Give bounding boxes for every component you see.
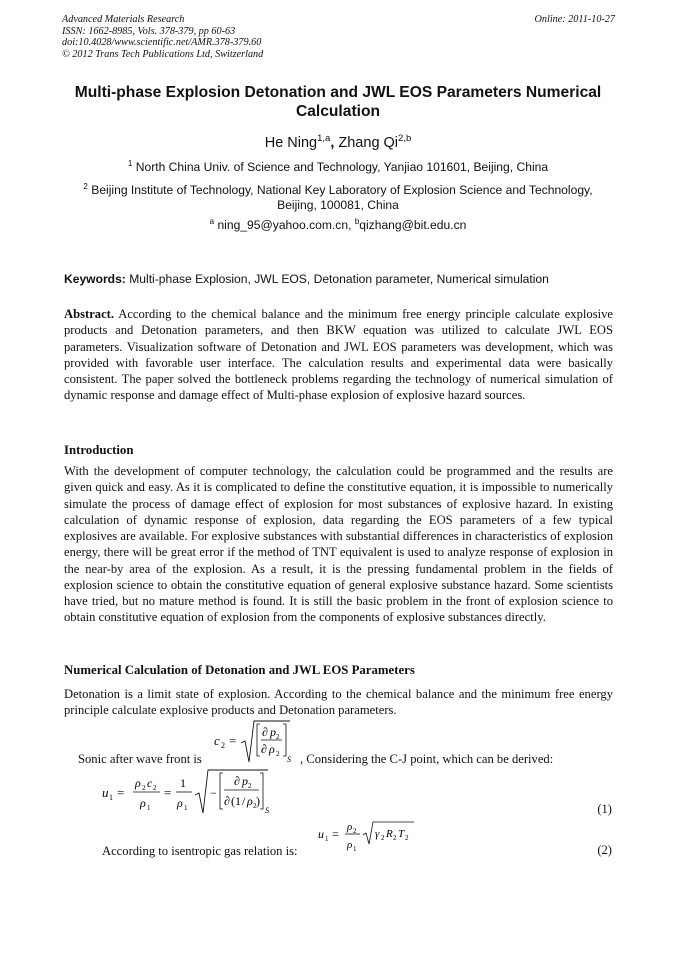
- author-list: [62, 130, 614, 152]
- journal-issn: ISSN: 1662-8985, Vols. 378-379, pp 60-63: [62, 25, 236, 37]
- eq2-R-sub: 2: [393, 834, 397, 842]
- eq2-equals: =: [332, 827, 339, 841]
- affiliation-2-line-2: Beijing, 100081, China: [277, 198, 399, 213]
- email-line: [62, 214, 614, 233]
- sonic-text: Sonic after wave front is: [78, 752, 202, 766]
- keywords-text: Multi-phase Explosion, JWL EOS, Detonation parameter, Numerical simulation: [129, 272, 549, 286]
- author-1-name: He Ning: [264, 134, 318, 151]
- u-symbol: u: [102, 785, 109, 800]
- journal-name: Advanced Materials Research: [62, 14, 185, 25]
- abstract-text: According to the chemical balance and the minimum free energy principle calculate explosive products and Detonation parameters, and then BKW equation was utilized to calculate JWL EOS parameters. Visualization software of Detonation and JWL EOS parameters was development, which was provided with favorable user interface. The calculation results and experimental data were basically consistent. The paper solved the bottleneck problems regarding the technology of numerical simulation of dynamic response and damage effect of Multi-phase explosion of explosive hazard sources.: [64, 307, 613, 403]
- eq1-p: p: [242, 774, 248, 788]
- eq1-right-bracket: [260, 773, 263, 809]
- author-1-sup: 1,a: [317, 133, 331, 144]
- keywords-label: Keywords:: [64, 272, 126, 286]
- eq1-p-sub: 2: [248, 782, 252, 790]
- partial-numerator: ∂: [262, 725, 268, 739]
- eq1-slash: /: [242, 794, 246, 808]
- affiliation-1: [62, 156, 614, 175]
- eq-c-sub: 2: [221, 741, 225, 750]
- introduction-text: With the development of computer technology, the calculation could be programmed and the results are given quick and easy. As it is complicated to define the constitutive equation, it is impossible to numerically simulate the process of damage effect of explosion for most substances of explosive hazard. In existing calculation of dynamic response of explosion, data regarding the EOS parameters of a few typical explosives are available. For explosive substances with substantial differences in characteristics of explosion energy, there will be great error if the method of TNT equivalent is used to analyze response of explosion in the near-by area of the explosion. As a result, it is the pressing fundamental problem in the fields of explosion science to obtain the constitutive equation of general explosive substance hazard. Some scientists have tried, but no mature method is found. It is still the basic problem in the front of explosion science to obtain constitutive equation of explosion from the components of explosive substances directly.: [64, 464, 613, 625]
- email-a-sup: a: [209, 217, 215, 226]
- eq2-u-sub: 1: [325, 835, 329, 843]
- rho1-den-2: ρ: [177, 796, 183, 810]
- journal-copyright: © 2012 Trans Tech Publications Ltd, Switzerland: [62, 48, 264, 60]
- eq2-gamma-sub: 2: [381, 834, 385, 842]
- eq2-rho1-sub: 1: [353, 845, 357, 853]
- eq2-u: u: [318, 827, 324, 841]
- title-line-1: Multi-phase Explosion Detonation and JWL EOS Parameters Numerical: [74, 84, 602, 101]
- email-a[interactable]: ning_95@yahoo.com.cn,: [217, 218, 352, 233]
- equation-2-number: (2): [597, 843, 612, 857]
- affiliation-1-number: 1: [127, 159, 133, 168]
- equation-1-number: (1): [597, 802, 612, 816]
- equation-1: [100, 767, 300, 819]
- eq2-rho1: ρ: [347, 839, 353, 851]
- rho2-num: ρ: [135, 776, 141, 790]
- eq2-T: T: [398, 828, 405, 840]
- introduction-heading: Introduction: [64, 443, 134, 457]
- eq1-paren-close: ): [256, 794, 260, 808]
- c2-num: c: [147, 776, 153, 790]
- rho-sub: 2: [276, 750, 280, 758]
- paper-title: [62, 83, 614, 121]
- email-b[interactable]: qizhang@bit.edu.cn: [359, 218, 467, 233]
- affiliation-1-text: North China Univ. of Science and Technology, Yanjiao 101601, Beijing, China: [135, 160, 549, 175]
- affiliation-2: [62, 179, 614, 213]
- c2-num-sub: 2: [153, 784, 157, 792]
- equation-2: [316, 818, 426, 858]
- eq1-one-den: 1: [235, 794, 241, 808]
- keywords: [64, 272, 549, 287]
- eq2-T-sub: 2: [405, 834, 409, 842]
- u-sub: 1: [109, 793, 113, 802]
- rho1-den-2-sub: 1: [184, 804, 188, 812]
- sonic-speed-equation: [212, 718, 302, 768]
- abstract-label: Abstract.: [64, 307, 115, 321]
- author-2-sup: 2,b: [398, 133, 412, 144]
- eq2-gamma: γ: [375, 828, 380, 840]
- partial-denominator: ∂: [261, 742, 267, 756]
- affiliation-2-number: 2: [83, 182, 88, 191]
- isentropic-text: According to isentropic gas relation is:: [102, 844, 298, 858]
- rho2-num-sub: 2: [142, 784, 146, 792]
- eq2-rho2: ρ: [347, 821, 353, 833]
- eq1-equals-2: =: [164, 785, 172, 800]
- eq2-rho2-sub: 2: [353, 827, 357, 835]
- eq2-R: R: [386, 828, 393, 840]
- online-date: Online: 2011-10-27: [534, 14, 615, 25]
- eq1-paren-open: (: [231, 794, 235, 808]
- eq1-equals-1: =: [117, 785, 125, 800]
- p-symbol: p: [270, 725, 276, 739]
- title-line-2: Calculation: [295, 103, 381, 120]
- eq-c-symbol: c: [214, 733, 220, 748]
- rho1-den-sub: 1: [147, 804, 151, 812]
- affiliation-2-line-1: Beijing Institute of Technology, National Key Laboratory of Explosion Science and Technology,: [91, 183, 593, 198]
- eq-equals: =: [229, 733, 237, 748]
- eq1-left-bracket: [220, 773, 223, 809]
- eq1-partial-num: ∂: [234, 774, 240, 788]
- email-b-sup: b: [354, 217, 360, 226]
- one-num: 1: [180, 776, 186, 790]
- p-sub: 2: [276, 733, 280, 741]
- left-bracket: [257, 724, 260, 756]
- eq1-rho-den-sub: 2: [253, 802, 257, 810]
- author-2-name: Zhang Qi: [338, 134, 399, 151]
- journal-header: [62, 14, 263, 60]
- author-separator: ,: [330, 134, 339, 151]
- subscript-S: S: [287, 755, 291, 764]
- abstract: [64, 306, 613, 404]
- eq1-partial-den: ∂: [224, 794, 230, 808]
- journal-doi: doi:10.4028/www.scientific.net/AMR.378-379.60: [62, 37, 262, 48]
- rho-symbol: ρ: [269, 742, 275, 756]
- right-bracket: [283, 724, 286, 756]
- eq1-rho-den: ρ: [247, 794, 253, 808]
- section2-heading: Numerical Calculation of Detonation and JWL EOS Parameters: [64, 663, 415, 677]
- rho1-den: ρ: [140, 796, 146, 810]
- eq1-minus: −: [210, 786, 217, 800]
- cj-text: , Considering the C-J point, which can be derived:: [300, 752, 554, 766]
- eq1-subscript-S: S: [265, 806, 269, 815]
- section2-text: Detonation is a limit state of explosion. According to the chemical balance and the minimum free energy principle calculate explosive products and Detonation parameters.: [64, 687, 613, 718]
